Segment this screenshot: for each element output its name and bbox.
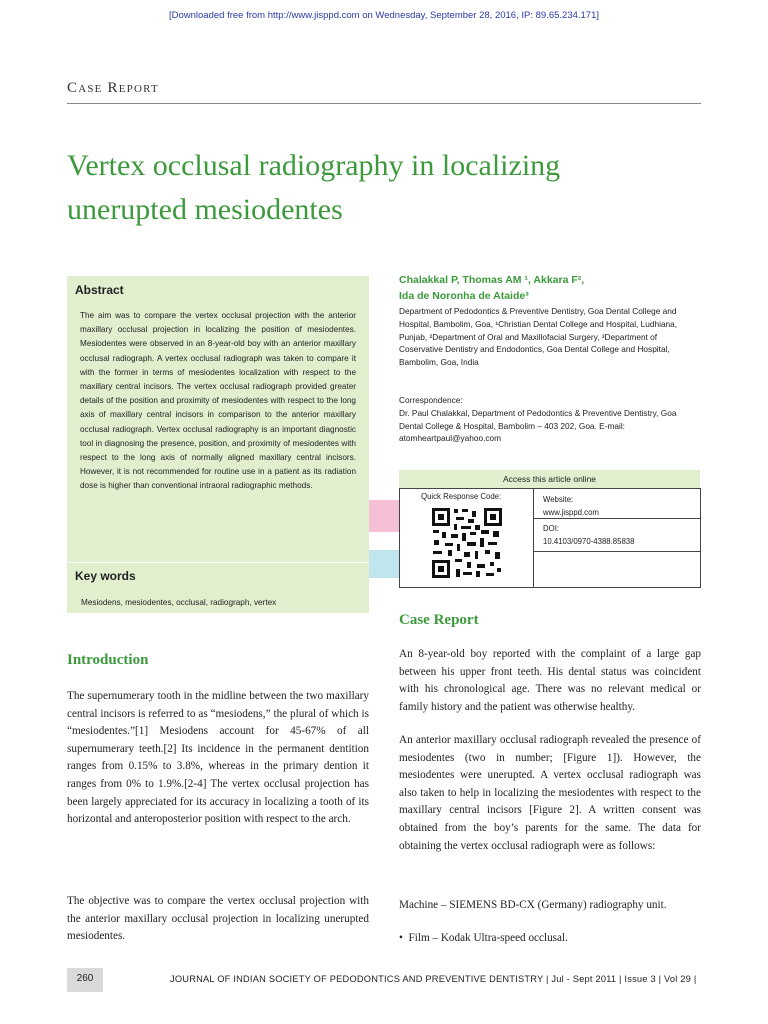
bullet-icon: • bbox=[399, 932, 409, 944]
introduction-paragraph-1: The supernumerary tooth in the midline between the two maxillary central incisors is referred to as “mesiodens,” the plural of which is “mesiodentes.”[1] Mesiodens account for 45-67% of all supernumerary teeth.[2] Its incidence in the permanent dentition ranges from 0.15% to 3.8%, whereas in the primary dention it ranges from 0% to 1.9%.[2-4] The vertex occlusal projection has been largely appreciated for its accuracy in localizing a tooth of its horizontal and anteroposterior position with respect to the arch. bbox=[67, 690, 369, 826]
decorative-bar-pink bbox=[369, 500, 399, 532]
doi-value[interactable]: 10.4103/0970-4388.85838 bbox=[543, 537, 635, 546]
qr-label: Quick Response Code: bbox=[421, 492, 502, 501]
journal-footer: JOURNAL OF INDIAN SOCIETY OF PEDODONTICS AND PREVENTIVE DENTISTRY | Jul - Sept 2011 | Issue 3 | Vol 29 | bbox=[170, 974, 697, 984]
case-report-film: Film – Kodak Ultra-speed occlusal. bbox=[408, 932, 568, 944]
doi-label: DOI: bbox=[543, 524, 560, 533]
access-heading: Access this article online bbox=[399, 470, 700, 488]
case-report-paragraph-2: An anterior maxillary occlusal radiograph revealed the presence of mesiodentes (two in number; [Figure 1]). However, the mesiodentes were unerupted. A vertex occlusal radiograph was also taken to help in localizing the mesiodentes with respect to the maxillary central incisors [Figure 2]. A written consent was obtained from the boy’s parents for the same. The data for obtaining the vertex occlusal radiograph were as follows: bbox=[399, 734, 701, 852]
case-report-machine: Machine – SIEMENS BD-CX (Germany) radiography unit. bbox=[399, 899, 667, 911]
qr-code-icon[interactable] bbox=[431, 507, 503, 579]
website-link[interactable]: www.jisppd.com bbox=[543, 508, 599, 517]
header-rule bbox=[67, 103, 701, 104]
keywords-heading: Key words bbox=[75, 569, 136, 583]
website-label: Website: bbox=[543, 495, 574, 504]
case-report-heading: Case Report bbox=[399, 612, 479, 628]
correspondence-label: Correspondence: bbox=[399, 395, 463, 405]
access-row-divider bbox=[533, 551, 700, 552]
abstract-text: The aim was to compare the vertex occlusal projection with the anterior maxillary occlusal projection in localizing the position of mesiodentes. Mesiodentes were observed in an 8-year-old boy with an anterior maxillary occlusal radiograph. A vertex occlusal radiograph was taken to compare it with the former in terms of mesiodentes localization with respect to the maxillary central incisors. The vertex occlusal radiograph provided greater details of the position and proximity of mesiodentes with respect to the long axis of maxillary central incisors in comparison to the anterior maxillary occlusal radiograph. Vertex occlusal radiography is an important diagnostic tool in diagnosing the presence, position, and proximity of mesiodentes with respect to the long axis of normally aligned maxillary central incisors. However, it is not recommended for routine use in a patient as its radiation dose is higher than conventional intraoral radiographic methods. bbox=[80, 311, 356, 491]
case-report-paragraph-1: An 8-year-old boy reported with the complaint of a large gap between his upper front teeth. His dental status was coincident with his chronological age. There was no relevant medical or family history and the patient was otherwise healthy. bbox=[399, 648, 701, 713]
abstract-heading: Abstract bbox=[75, 283, 124, 297]
access-row-divider bbox=[533, 518, 700, 519]
decorative-bar-blue bbox=[369, 550, 399, 578]
correspondence bbox=[399, 394, 699, 445]
author-list bbox=[399, 272, 709, 304]
introduction-heading: Introduction bbox=[67, 652, 149, 668]
case-report-film-item bbox=[399, 932, 701, 944]
affiliations: Department of Pedodontics & Preventive Dentistry, Goa Dental College and Hospital, Bambolim, Goa, ¹Christian Dental College and Hospital, Ludhiana, Punjab, ²Department of Oral and Maxillofacial Surgery, ³Department of Coservative Dentistry and Endodontics, Goa Dental College and Hospital, Bambolim, Goa, India bbox=[399, 306, 678, 368]
keywords-text: Mesiodens, mesiodentes, occlusal, radiograph, vertex bbox=[81, 598, 277, 607]
download-banner: [Downloaded free from http://www.jisppd.com on Wednesday, September 28, 2016, IP: 89.65.234.171] bbox=[168, 10, 600, 21]
author-line-1: Chalakkal P, Thomas AM ¹, Akkara F², bbox=[399, 274, 585, 286]
access-divider bbox=[533, 488, 534, 588]
article-title: Vertex occlusal radiography in localizing unerupted mesiodentes bbox=[67, 149, 561, 226]
page-number: 260 bbox=[67, 968, 103, 992]
introduction-paragraph-2: The objective was to compare the vertex occlusal projection with the anterior maxillary occlusal projection in localizing unerupted mesiodentes. bbox=[67, 895, 369, 943]
correspondence-text: Dr. Paul Chalakkal, Department of Pedodontics & Preventive Dentistry, Goa Dental College & Hospital, Bambolim – 403 202, Goa. E-mail: atomheartpaul@yahoo.com bbox=[399, 407, 677, 444]
section-label: Case Report bbox=[67, 80, 159, 96]
author-line-2: Ida de Noronha de Ataide³ bbox=[399, 290, 529, 302]
